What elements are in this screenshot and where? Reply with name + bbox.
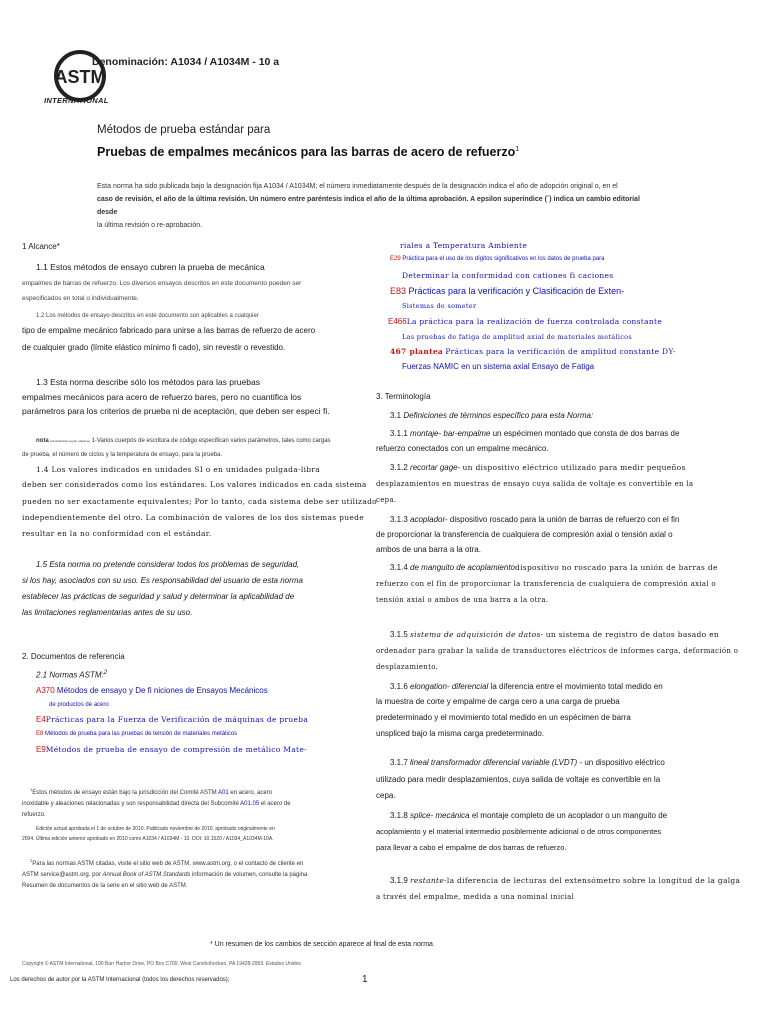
ref-e8-code[interactable]: E8: [36, 731, 44, 737]
sec-3-1-3-cont2: ambos de una barra a la otra.: [376, 545, 481, 554]
title-line1: Métodos de prueba estándar para: [97, 124, 271, 136]
left-column: [22, 240, 367, 254]
ref-e9: E9Métodos de prueba de ensayo de compresión de metálico Mate-: [36, 745, 307, 754]
sec-1-3-line3: parámetros para los criterios de prueba ni de aceptación, que deben ser especi fi.: [22, 406, 330, 416]
sec-1-5-line4: las limitaciones reglamentarias antes de su uso.: [22, 608, 193, 617]
sec-3-1-4: 3.1.4 de manguito de acoplamientodispositivo no roscado para la unión de barras de: [390, 563, 718, 572]
link-a01[interactable]: A01: [218, 790, 229, 796]
sec-3-1-6: 3.1.6 elongation- diferencial la diferencia entre el movimiento total medido en: [390, 682, 663, 691]
ref-e467: 467 plantea Prácticas para la verificación de amplitud constante DY-: [390, 347, 676, 356]
designation: Denominación: A1034 / A1034M - 10 a: [92, 56, 280, 68]
sec-1-4-line3: pueden no ser exactamente equivalentes; Por lo tanto, cada sistema debe ser utilizado: [22, 497, 377, 506]
sec-3-1-8: 3.1.8 splice- mecánica el montaje completo de un acoplador o un manguito de: [390, 811, 668, 820]
intro-paragraph: Esta norma ha sido publicada bajo la designación fija A1034 / A1034M; el número inmediatamente después de la designación indica el año de adopción original o, en el caso de revisión, el año de la última revisión. Un número entre paréntesis indica el año de la última aprobación. A epsilon superíndice (´) indica un cambio editorial desde la última revisión o re-aprobación.: [97, 183, 640, 229]
ref-e8: E8 Métodos de prueba para las pruebas de tensión de materiales metálicos: [36, 731, 238, 737]
sec-3-1-4-cont: refuerzo con el fin de proporcionar la transferencia de cualquiera de compresión axial o: [376, 580, 716, 588]
sec-3-1-1-cont: refuerzo conectados con un empalme mecánico.: [376, 444, 549, 453]
ref-e29-cont: Determinar la conformidad con cationes fi caciones: [402, 271, 614, 280]
rights-notice: Los derechos de autor por la ASTM Internacional (todos los derechos reservados);: [10, 977, 230, 983]
sec-3-1-5: 3.1.5 sistema de adquisición de datos- un sistema de registro de datos basado en: [390, 630, 719, 639]
svg-text:ASTM: ASTM: [54, 67, 106, 87]
sec-1-4-line4: independientemente del otro. La combinación de valores de los dos sistemas puede: [22, 513, 364, 522]
ref-a370: A370 Métodos de ensayo y De fi niciones de Ensayos Mecánicos: [36, 686, 268, 695]
sec-1-3-line2: empalmes mecánicos para acero de refuerzo bares, pero no cuantifica los: [22, 392, 302, 402]
copyright: Copyright © ASTM International, 100 Barr Harbor Drive, PO Box C700, West Conshohocken, PA 19428-2959. Estados Unidos: [22, 961, 301, 967]
sec-1-2-line3: de cualquier grado (límite elástico mínimo fi cado), sin revestir o revestido.: [22, 343, 286, 352]
sec-3-1-9-cont: a través del empalme, medida a una nominal inicial: [376, 893, 575, 901]
sec-3-1-7-cont: utilizado para medir desplazamientos, cuya salida de voltaje es convertible en la: [376, 775, 661, 784]
summary-note: * Un resumen de los cambios de sección aparece al final de esta norma: [210, 941, 433, 948]
sec-3-1-3: 3.1.3 acoplador- dispositivo roscado para la unión de barras de refuerzo con el fin: [390, 515, 680, 524]
sec-3-1-2: 3.1.2 recortar gage- un dispositivo eléctrico utilizado para medir pequeños: [390, 463, 686, 472]
sec-1-5-line3: establecer las prácticas de seguridad y salud y determinar la aplicabilidad de: [22, 592, 295, 601]
ref-e83-cont: Sistemas de someter: [402, 302, 477, 310]
ref-a370-code[interactable]: A370: [36, 686, 55, 695]
sec-3-1-8-cont: acoplamiento y el material intermedio posiblemente adicional o de otros componentes: [376, 827, 662, 836]
sec-3-1-1: 3.1.1 montaje- bar-empalme un espécimen montado que consta de dos barras de: [390, 429, 680, 438]
terminology-heading: 3. Terminología: [376, 392, 431, 401]
sec-3-1: 3.1 Definiciones de términos específico para esta Norma:: [390, 411, 594, 420]
ref-a370-cont: de productos de acero: [49, 702, 109, 708]
ref-e466-code[interactable]: E466: [388, 317, 407, 326]
sec-3-1-2-cont: desplazamientos en muestras de ensayo cuya salida de voltaje es convertible en la: [376, 480, 694, 488]
sec-1-5-line1: 1.5 Esta norma no pretende considerar todos los problemas de seguridad,: [36, 560, 300, 569]
sec-1-1-line1: 1.1 Estos métodos de ensayo cubren la prueba de mecánica: [36, 262, 265, 272]
sec-1-2-line1: 1.2 Los métodos de ensayo descritos en este documento son aplicables a cualquier: [36, 313, 259, 319]
ref-e466: E466La práctica para la realización de fuerza controlada constante: [388, 317, 663, 326]
footnote-2: $^2$Para las normas ASTM citadas, visite el sitio web de ASTM, www.astm.org, o el contacto de cliente en ASTM service@astm.org. por Annual Book of ASTM Standards información de volumen, consulte la página Resumen de documentos de la serie en el sitio web de ASTM.: [22, 858, 308, 889]
page-number: 1: [362, 974, 368, 985]
ref-e4: E4Prácticas para la Fuerza de Verificación de máquinas de prueba: [36, 715, 309, 724]
sec-3-1-7: 3.1.7 lineal transformador diferencial variable (LVDT) - un dispositivo eléctrico: [390, 758, 665, 767]
sec-3-1-6-cont2: predeterminado y el movimiento total medido en un espécimen de barra: [376, 713, 631, 722]
footnote-1-edition: Edición actual aprobada el 1 de octubre de 2010. Publicado noviembre de 2010. aprobado originalmente en 2004. Última edición anterior aprobado en 2010 como A1034 / A1034M - 10. DOI: 10.1520 / A1034_A1034M-10A.: [22, 826, 275, 842]
sec-2-1: 2.1 Normas ASTM:$^2$: [36, 670, 108, 680]
sec-1-4-line5: resultar en la no conformidad con el estándar.: [22, 529, 212, 538]
sec-3-1-5-cont2: desplazamiento.: [376, 663, 439, 671]
sec-3-1-7-cont2: cepa.: [376, 791, 396, 800]
sec-3-1-3-cont: de proporcionar la transferencia de cualquiera de compresión axial o tensión axial o: [376, 530, 673, 539]
sec-3-1-9: 3.1.9 restante-la diferencia de lecturas del extensómetro sobre la longitud de la galga: [390, 876, 741, 885]
ref-e29: E29 Práctica para el uso de los dígitos significativos en los datos de prueba para: [390, 256, 605, 262]
ref-e4-code[interactable]: E4: [36, 715, 46, 724]
sec-3-1-5-cont: ordenador para grabar la salida de transductores eléctricos de informes carga, deformación o: [376, 647, 739, 655]
sec-1-1-line2: empalmes de barras de refuerzo. Los diversos ensayos descritos en este documento pueden ser: [22, 280, 302, 287]
link-a0105[interactable]: A01.05: [240, 801, 260, 807]
sec-1-1-line3: especificados en total o individualmente.: [22, 295, 139, 302]
note-1-cont: de prueba, el número de ciclos y la temperatura de ensayo, para la prueba.: [22, 452, 223, 458]
ref-e83: E83 Prácticas para la verificación y Clasificación de Exten-: [390, 286, 625, 296]
sec-1-2-line2: tipo de empalme mecánico fabricado para unirse a las barras de refuerzo de acero: [22, 326, 316, 335]
ref-e9-cont: riales a Temperatura Ambiente: [400, 241, 528, 250]
page-title: Pruebas de empalmes mecánicos para las barras de acero de refuerzo$^1$: [97, 145, 520, 159]
ref-e83-code[interactable]: E83: [390, 286, 407, 296]
sec-1-5-line2: si los hay, asociados con su uso. Es responsabilidad del usuario de esta norma: [22, 576, 303, 585]
ref-e29-code[interactable]: E29: [390, 256, 401, 262]
ref-e467-code[interactable]: 467 plantea: [390, 347, 444, 356]
sec-3-1-2-cont2: cepa.: [376, 496, 397, 504]
ref-e466-cont: Las pruebas de fatiga de amplitud axial de materiales metálicos: [402, 333, 632, 341]
ref-e467-cont: Fuerzas NAMIC en un sistema axial Ensayo de Fatiga: [402, 362, 595, 371]
refdocs-heading: 2. Documentos de referencia: [22, 652, 125, 661]
sec-1-3-line1: 1.3 Esta norma describe sólo los métodos para las pruebas: [36, 377, 260, 387]
sec-3-1-8-cont2: para llevar a cabo el empalme de dos barras de refuerzo.: [376, 843, 567, 852]
sec-3-1-6-cont3: unspliced bajo la misma carga predeterminado.: [376, 729, 545, 738]
scope-heading: 1 Alcance*: [22, 242, 60, 251]
sec-3-1-6-cont: la muestra de corte y empalme de carga cero a una carga de prueba: [376, 697, 620, 706]
ref-e9-code[interactable]: E9: [36, 745, 46, 754]
international-label: INTERNATIONAL: [44, 96, 109, 105]
sec-3-1-4-cont2: tensión axial o ambos de una barra a la otra.: [376, 596, 549, 604]
note-1: nota barras/barras según objetivos 1-Varios cuerpos de escritura de código especifican varios parámetros, tales como cargas: [36, 438, 331, 444]
sec-1-4-line1: 1.4 Los valores indicados en unidades SI o en unidades pulgada-libra: [36, 465, 321, 474]
sec-1-4-line2: deben ser considerados como los estándares. Los valores indicados en cada sistema: [22, 480, 367, 489]
footnote-1: $^1$Estos métodos de ensayo están bajo la jurisdicción del Comité ASTM A01 en acero, acero inoxidable y aleaciones relacionadas y son responsabilidad directa del Subcomité A01.05 el acero de refuerzo.: [22, 787, 291, 818]
